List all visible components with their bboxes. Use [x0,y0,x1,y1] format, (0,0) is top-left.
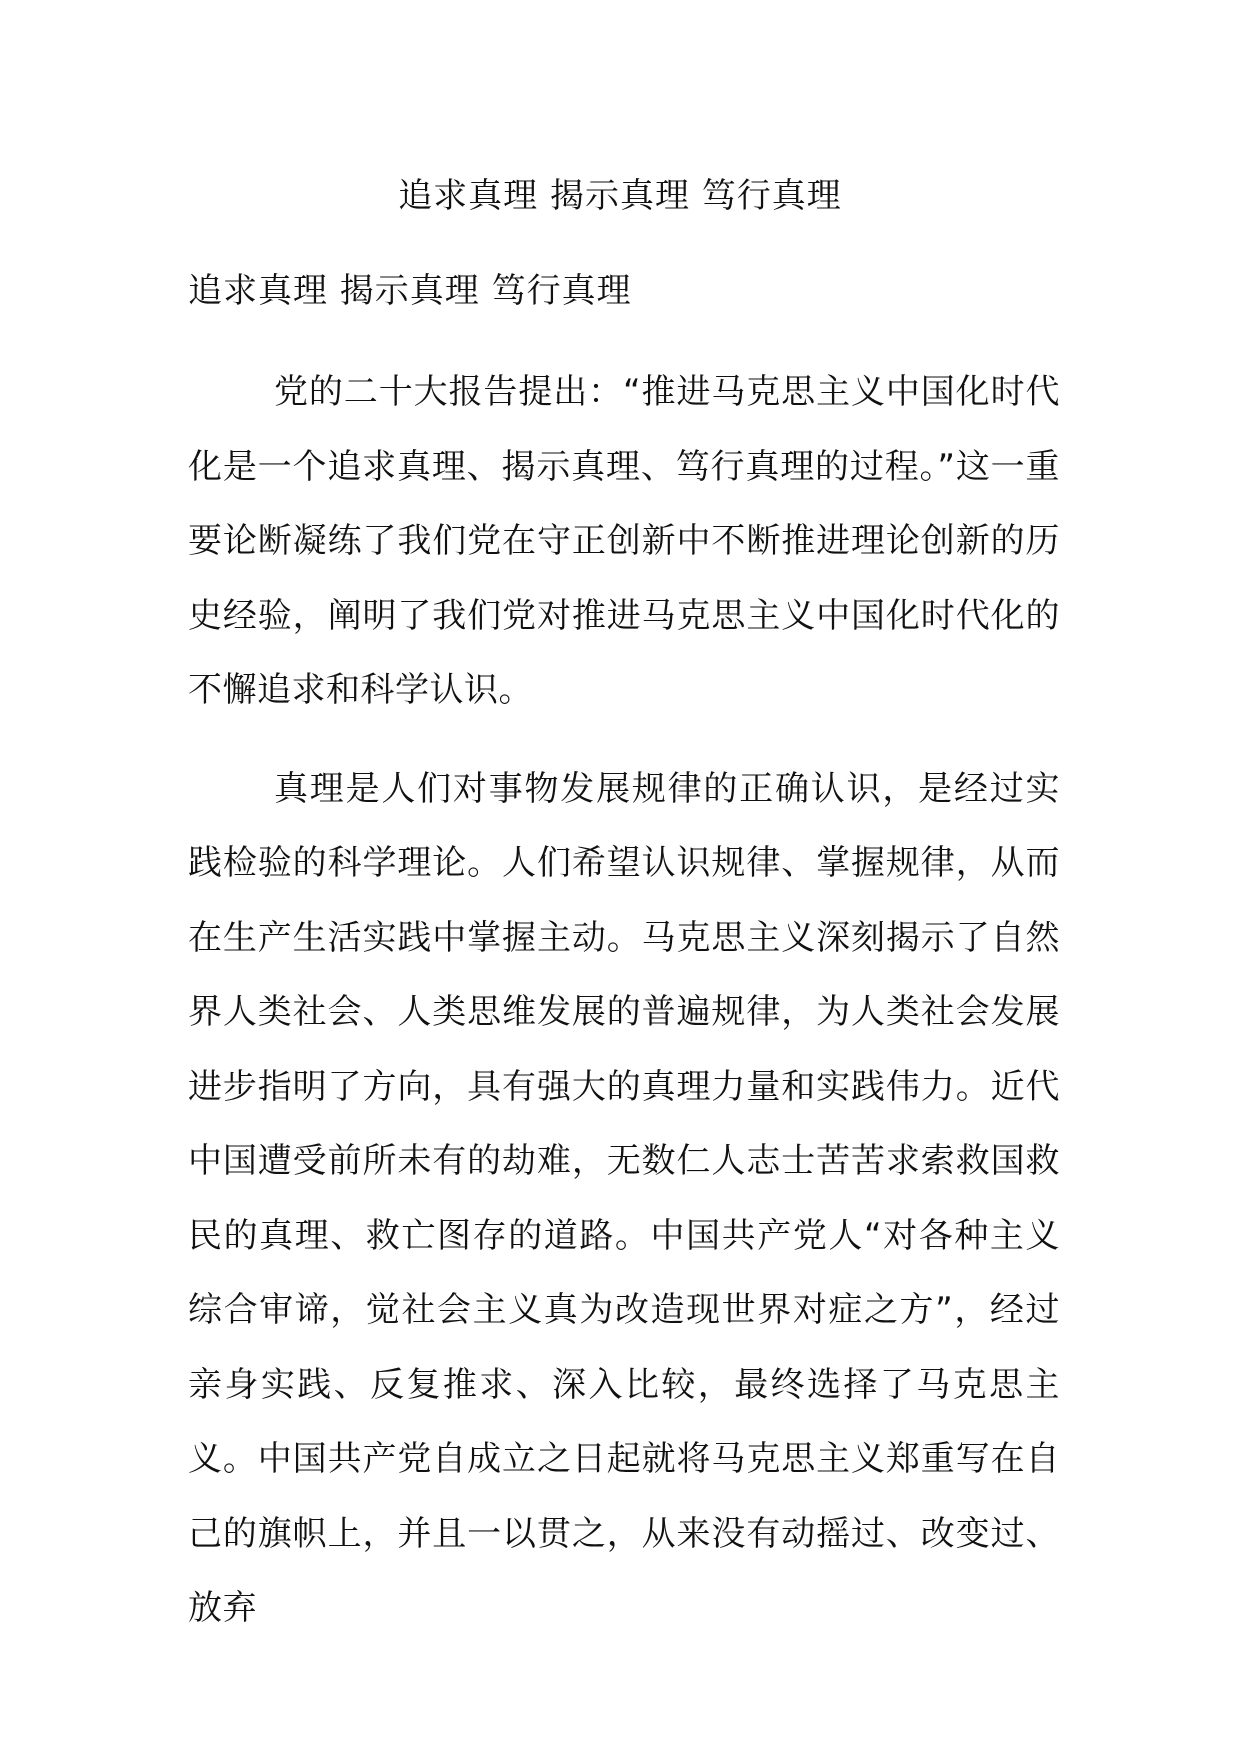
paragraph: 真理是人们对事物发展规律的正确认识，是经过实践检验的科学理论。人们希望认识规律、掌握规律，从而在生产生活实践中掌握主动。马克思主义深刻揭示了自然界人类社会、人类思维发展的普遍规律，为人类社会发展进步指明了方向，具有强大的真理力量和实践伟力。近代中国遭受前所未有的劫难，无数仁人志士苦苦求索救国救民的真理、救亡图存的道路。中国共产党人“对各种主义综合审谛，觉社会主义真为改造现世界对症之方”，经过亲身实践、反复推求、深入比较，最终选择了马克思主义。中国共产党自成立之日起就将马克思主义郑重写在自己的旗帜上，并且一以贯之，从来没有动摇过、改变过、放弃 [188,768,1060,1628]
document-title: 追求真理 揭示真理 笃行真理 [398,176,842,216]
document-subtitle: 追求真理 揭示真理 笃行真理 [188,271,632,311]
document-body [188,355,1060,1670]
paragraph: 党的二十大报告提出：“推进马克思主义中国化时代化是一个追求真理、揭示真理、笃行真理的过程。”这一重要论断凝练了我们党在守正创新中不断推进理论创新的历史经验，阐明了我们党对推进马克思主义中国化时代化的不懈追求和科学认识。 [188,372,1060,710]
